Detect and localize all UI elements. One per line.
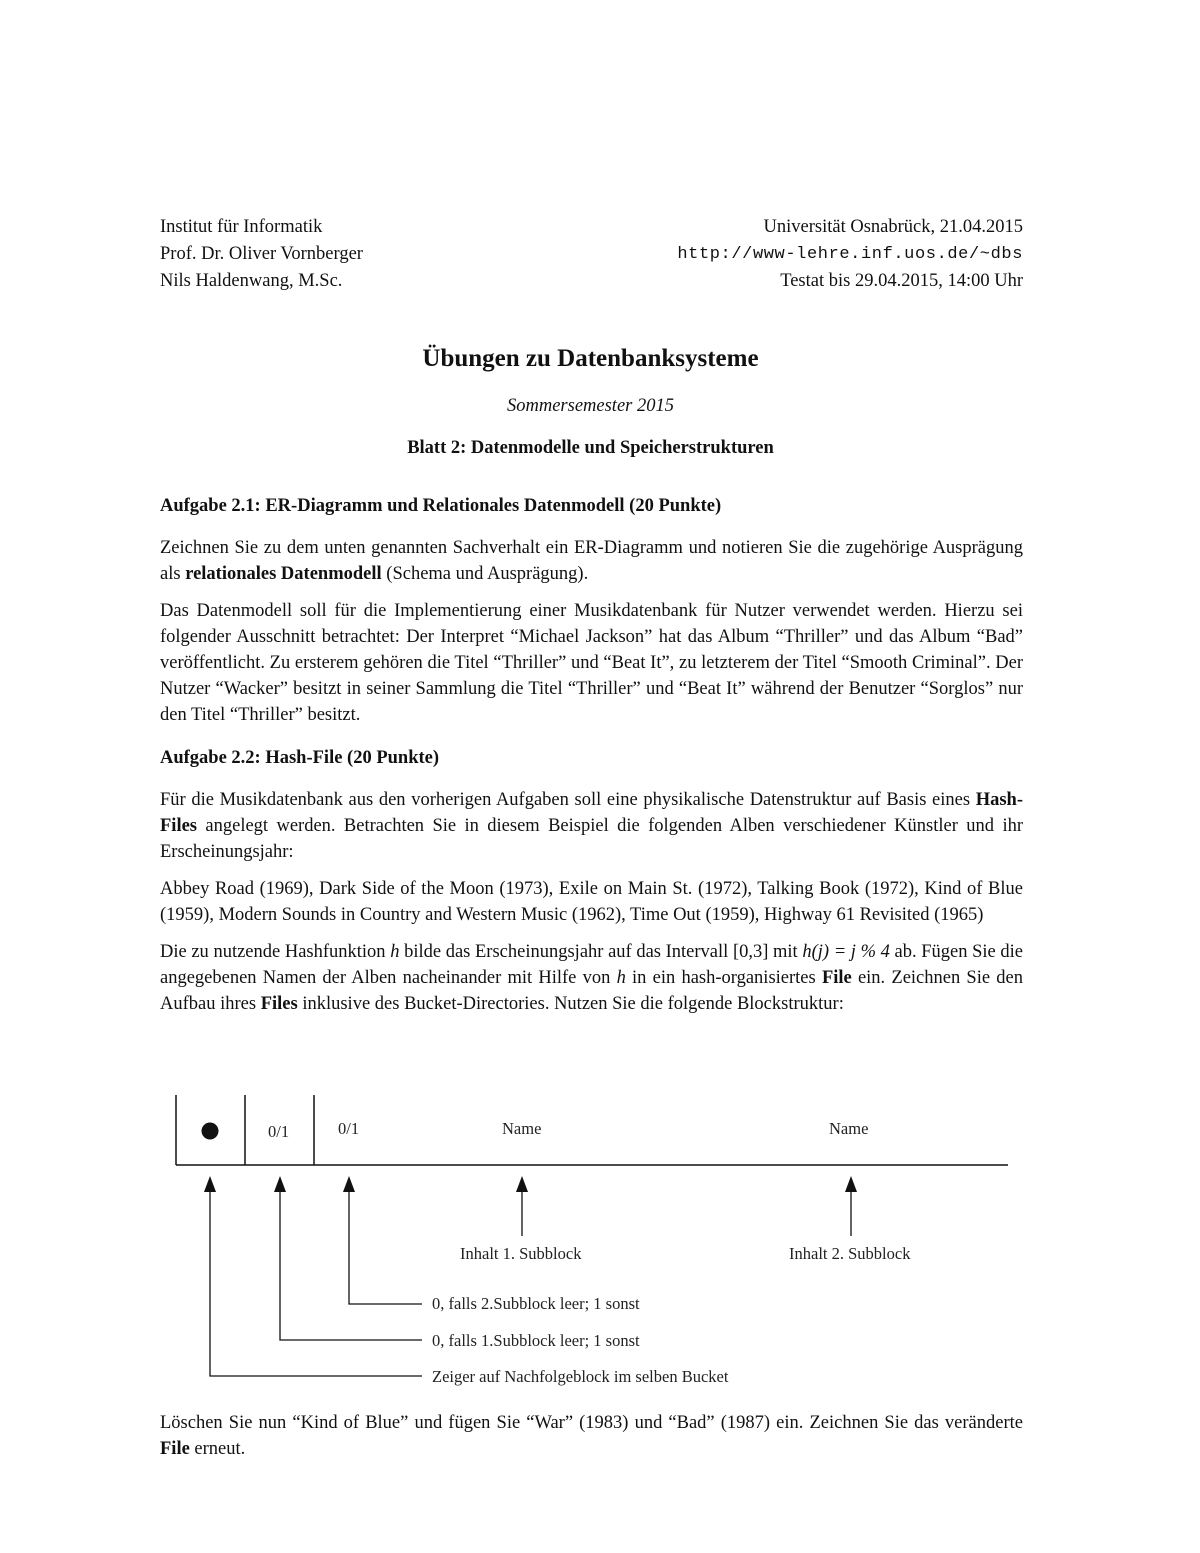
institute: Institut für Informatik — [160, 217, 323, 237]
flag-1-arrow-icon — [274, 1176, 286, 1192]
bold-term: File — [821, 968, 852, 988]
task-2-paragraph-3 — [160, 939, 1023, 1017]
name-1-arrow-icon — [516, 1176, 528, 1192]
text-run: inklusive des Bucket-Directories. Nutzen Sie die folgende Blockstruktur: — [297, 994, 844, 1014]
sheet-title: Blatt 2: Datenmodelle und Speicherstrukturen — [407, 438, 774, 458]
pointer-arrow-icon — [204, 1176, 216, 1192]
professor: Prof. Dr. Oliver Vornberger — [160, 244, 363, 264]
bold-term: Hash-Files — [160, 790, 1023, 836]
task-2-final — [160, 1410, 1023, 1473]
hash-symbol: h — [390, 942, 400, 962]
task-2-paragraph-4 — [160, 1410, 1023, 1462]
hash-formula: h(j) = j % 4 — [802, 942, 890, 962]
task-1-heading: Aufgabe 2.1: ER-Diagramm und Relationales Datenmodell (20 Punkte) — [160, 496, 722, 516]
text-run: angelegt werden. Betrachten Sie in diesem Beispiel die folgenden Alben verschiedener Künstler und ihr Erscheinungsjahr: — [160, 816, 1023, 862]
semester: Sommersemester 2015 — [507, 396, 674, 416]
name-1-label: Name — [502, 1119, 542, 1138]
pointer-note: Zeiger auf Nachfolgeblock im selben Bucket — [432, 1367, 729, 1386]
flag-1-label: 0/1 — [268, 1122, 290, 1141]
connector-line — [210, 1190, 422, 1376]
header-right — [677, 214, 1023, 295]
header-left — [160, 214, 363, 295]
text-run: Für die Musikdatenbank aus den vorherigen Aufgaben soll eine physikalische Datenstruktur auf Basis eines — [160, 790, 976, 810]
bold-term: File — [160, 1439, 190, 1459]
content-2-label: Inhalt 2. Subblock — [789, 1244, 911, 1263]
assistant: Nils Haldenwang, M.Sc. — [160, 271, 343, 291]
task-2-paragraph-1 — [160, 787, 1023, 865]
flag-2-label: 0/1 — [338, 1119, 360, 1138]
text-run: mit — [768, 942, 803, 962]
course-url[interactable]: http://www-lehre.inf.uos.de/~dbs — [677, 245, 1023, 264]
connector-line — [349, 1190, 422, 1304]
name-2-arrow-icon — [845, 1176, 857, 1192]
hash-symbol: h — [616, 968, 626, 988]
text-run: (Schema und Ausprägung). — [381, 564, 589, 584]
task-2-heading: Aufgabe 2.2: Hash-File (20 Punkte) — [160, 748, 440, 768]
interval: [0,3] — [732, 942, 769, 962]
flag-2-arrow-icon — [343, 1176, 355, 1192]
text-run: bilde das Erscheinungsjahr auf das Intervall — [399, 942, 733, 962]
name-2-label: Name — [829, 1119, 869, 1138]
connector-line — [280, 1190, 422, 1340]
bold-term: relationales Datenmodell — [185, 564, 382, 584]
text-run: Die zu nutzende Hashfunktion — [160, 942, 391, 962]
text-run: ab. Fügen Sie die angegebenen Namen der Alben nacheinander mit Hilfe von — [160, 942, 1024, 988]
pointer-dot-icon — [202, 1123, 219, 1140]
task-1-paragraph-2: Das Datenmodell soll für die Implementierung einer Musikdatenbank für Nutzer verwendet werden. Hierzu sei folgender Ausschnitt betrachtet: Der Interpret “Michael Jackson” hat das Album “Thriller” und das Album “Bad” veröffentlicht. Zu ersterem gehören die Titel “Thriller” und “Beat It”, zu letzterem der Titel “Smooth Criminal”. Der Nutzer “Wacker” besitzt in seiner Sammlung die Titel “Thriller” und “Beat It” während der Benutzer “Sorglos” nur den Titel “Thriller” besitzt. — [160, 601, 1023, 725]
task-2 — [160, 745, 1023, 1028]
task-1 — [160, 493, 1023, 739]
flag-1-note: 0, falls 1.Subblock leer; 1 sonst — [432, 1331, 640, 1350]
page-title: Übungen zu Datenbanksysteme — [422, 345, 759, 372]
text-run: in ein hash-organisiertes — [625, 968, 822, 988]
bold-term: Files — [260, 994, 298, 1014]
text-run: erneut. — [189, 1439, 246, 1459]
university-date: Universität Osnabrück, 21.04.2015 — [763, 217, 1023, 237]
text-run: Zeichnen Sie zu dem unten genannten Sachverhalt ein ER-Diagramm und notieren Sie die zugehörige Ausprägung als — [160, 538, 1023, 584]
block-structure-diagram — [150, 1090, 1030, 1400]
deadline: Testat bis 29.04.2015, 14:00 Uhr — [780, 271, 1023, 291]
content-1-label: Inhalt 1. Subblock — [460, 1244, 582, 1263]
task-1-paragraph-1 — [160, 535, 1023, 587]
text-run: Löschen Sie nun “Kind of Blue” und fügen Sie “War” (1983) und “Bad” (1987) ein. Zeichnen Sie das veränderte — [160, 1413, 1023, 1433]
album-list: Abbey Road (1969), Dark Side of the Moon (1973), Exile on Main St. (1972), Talking Book (1972), Kind of Blue (1959), Modern Sounds in Country and Western Music (1962), Time Out (1959), Highway 61 Revisited (1965) — [160, 879, 1023, 925]
flag-2-note: 0, falls 2.Subblock leer; 1 sonst — [432, 1294, 640, 1313]
text-run: ein. Zeichnen Sie den Aufbau ihres — [160, 968, 1023, 1014]
